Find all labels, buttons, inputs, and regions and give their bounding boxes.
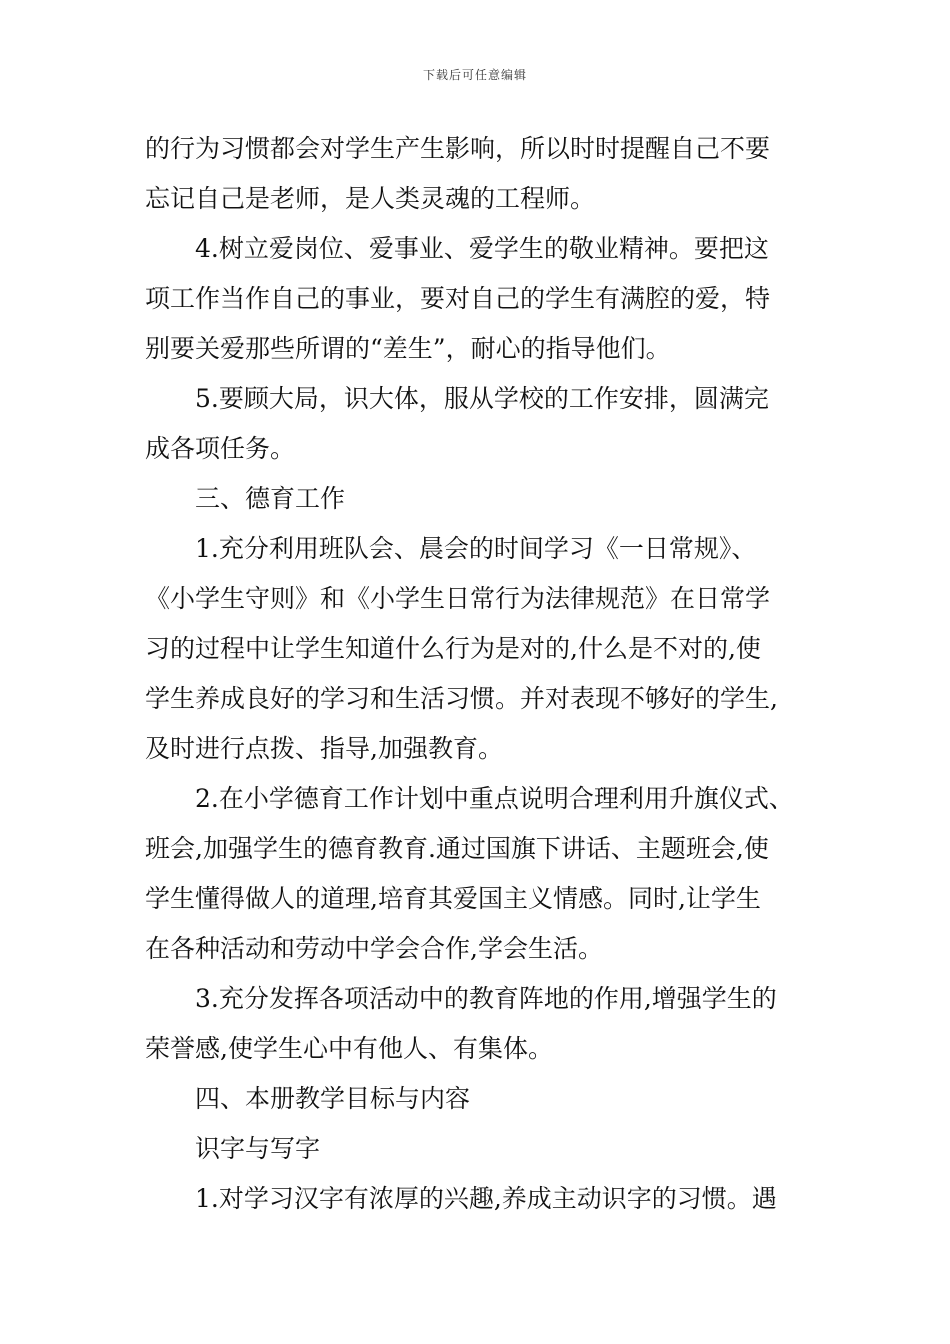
paragraph-line: 项工作当作自己的事业，要对自己的学生有满腔的爱，特	[145, 284, 771, 313]
paragraph-line: 及时进行点拨、指导,加强教育。	[145, 734, 503, 763]
paragraph-line: 四、本册教学目标与内容	[195, 1084, 471, 1113]
paragraph-line: 5.要顾大局，识大体，服从学校的工作安排，圆满完	[195, 384, 769, 413]
paragraph-line: 3.充分发挥各项活动中的教育阵地的作用,增强学生的	[195, 984, 777, 1013]
paragraph-line: 1.对学习汉字有浓厚的兴趣,养成主动识字的习惯。遇	[195, 1184, 777, 1213]
paragraph-line: 习的过程中让学生知道什么行为是对的,什么是不对的,使	[145, 634, 761, 663]
paragraph-line: 在各种活动和劳动中学会合作,学会生活。	[145, 934, 603, 963]
paragraph-line: 学生养成良好的学习和生活习惯。并对表现不够好的学生,	[145, 684, 778, 713]
paragraph-line: 《小学生守则》和《小学生日常行为法律规范》在日常学	[145, 584, 771, 613]
paragraph-line: 别要关爱那些所谓的“差生”，耐心的指导他们。	[145, 334, 671, 363]
paragraph-line: 学生懂得做人的道理,培育其爱国主义情感。同时,让学生	[145, 884, 761, 913]
paragraph-line: 识字与写字	[195, 1134, 321, 1163]
paragraph-line: 1.充分利用班队会、晨会的时间学习《一日常规》、	[195, 534, 757, 563]
paragraph-line: 成各项任务。	[145, 434, 296, 463]
paragraph-line: 三、德育工作	[195, 484, 346, 513]
paragraph-line: 班会,加强学生的德育教育.通过国旗下讲话、主题班会,使	[145, 834, 769, 863]
paragraph-line: 忘记自己是老师，是人类灵魂的工程师。	[145, 184, 596, 213]
paragraph-line: 的行为习惯都会对学生产生影响，所以时时提醒自己不要	[145, 134, 771, 163]
paragraph-line: 荣誉感,使学生心中有他人、有集体。	[145, 1034, 553, 1063]
page-header: 下载后可任意编辑	[422, 68, 527, 82]
paragraph-line: 4.树立爱岗位、爱事业、爱学生的敬业精神。要把这	[195, 234, 769, 263]
paragraph-line: 2.在小学德育工作计划中重点说明合理利用升旗仪式、	[195, 784, 794, 813]
document-body	[145, 124, 813, 1224]
